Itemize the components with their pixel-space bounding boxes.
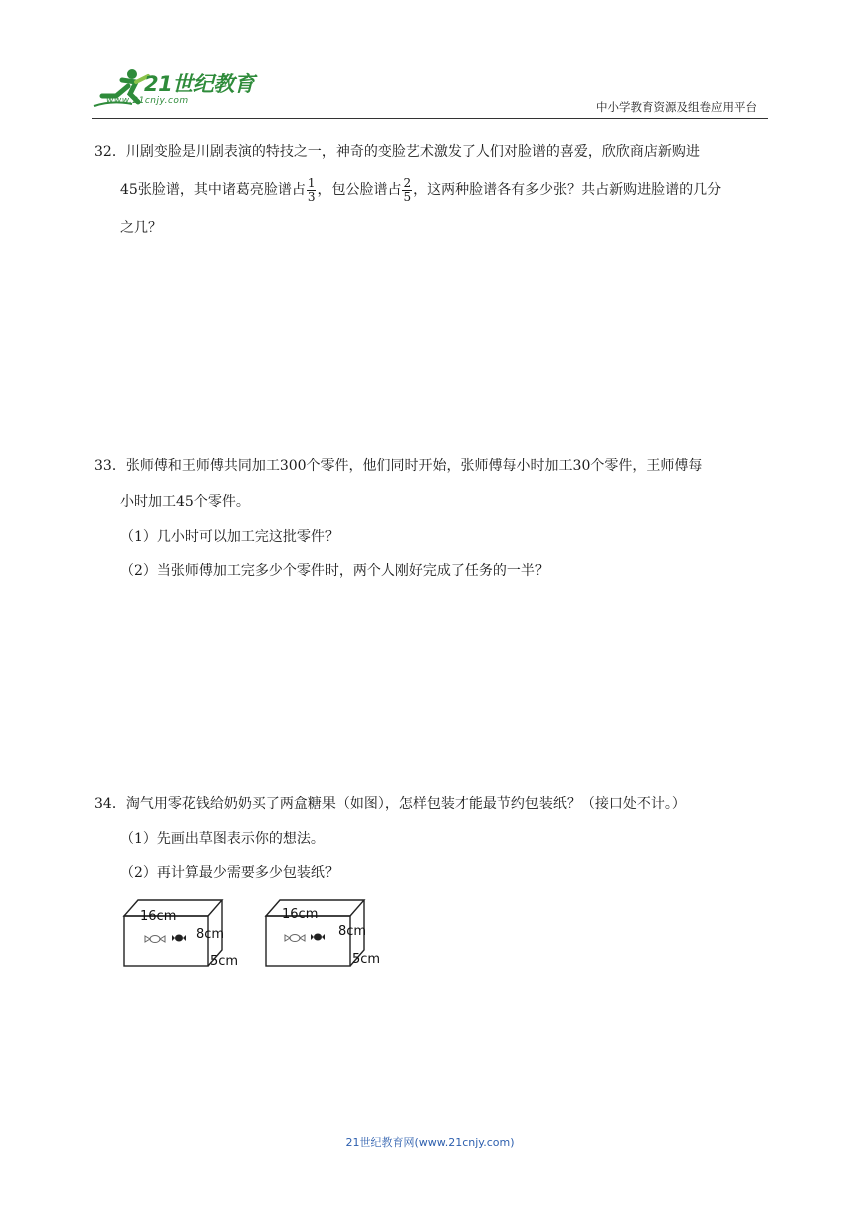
width-label: 5cm (352, 952, 381, 967)
question-32-line-2: 45张脸谱，其中诸葛亮脸谱占 $\frac{1}{3}$ ，包公脸谱占 $\frac{2}{5}$ ，这两种脸谱各有多少张？共占新购进脸谱的几分 (120, 175, 722, 204)
width-label: 5cm (210, 954, 239, 969)
question-32-line-1: 32．川剧变脸是川剧表演的特技之一，神奇的变脸艺术激发了人们对脸谱的喜爱，欣欣商店新购进 (94, 144, 700, 160)
fraction-one-third: $\frac{1}{3}$ (307, 175, 316, 204)
question-34 (94, 786, 774, 890)
question-33 (94, 448, 774, 588)
page-header (0, 0, 860, 120)
logo-title: 21世纪教育 (144, 72, 255, 96)
candy-box-2 (260, 896, 380, 972)
length-label: 16cm (282, 907, 319, 922)
height-label: 8cm (338, 924, 367, 939)
candy-icon (145, 935, 186, 943)
candy-icon (285, 934, 325, 942)
question-32 (94, 134, 774, 246)
question-number: 32． (94, 144, 126, 160)
question-number: 33． (94, 458, 126, 474)
question-33-sub-1: （1）几小时可以加工完这批零件？ (120, 529, 339, 545)
page-footer: 21世纪教育网(www.21cnjy.com) (345, 1136, 515, 1149)
question-33-sub-2: （2）当张师傅加工完多少个零件时，两个人刚好完成了任务的一半？ (120, 563, 549, 579)
question-34-sub-1: （1）先画出草图表示你的想法。 (120, 831, 325, 847)
length-label: 16cm (140, 909, 177, 924)
logo-url: www.21cnjy.com (106, 96, 189, 106)
question-34-line-1: 34．淘气用零花钱给奶奶买了两盒糖果（如图），怎样包装才能最节约包装纸？（接口处不计。） (94, 796, 686, 812)
question-33-line-1: 33．张师傅和王师傅共同加工300个零件，他们同时开始，张师傅每小时加工30个零件，王师傅每 (94, 458, 703, 474)
logo (92, 66, 272, 116)
candy-box-1 (118, 896, 238, 972)
candy-boxes-figure (118, 896, 398, 976)
question-number: 34． (94, 796, 126, 812)
header-divider (92, 118, 768, 119)
height-label: 8cm (196, 927, 225, 942)
fraction-two-fifths: $\frac{2}{5}$ (403, 175, 412, 204)
question-33-line-2: 小时加工45个零件。 (120, 494, 250, 510)
question-34-sub-2: （2）再计算最少需要多少包装纸？ (120, 865, 339, 881)
question-32-line-3: 之几？ (120, 220, 162, 236)
header-platform-text: 中小学教育资源及组卷应用平台 (596, 100, 757, 114)
